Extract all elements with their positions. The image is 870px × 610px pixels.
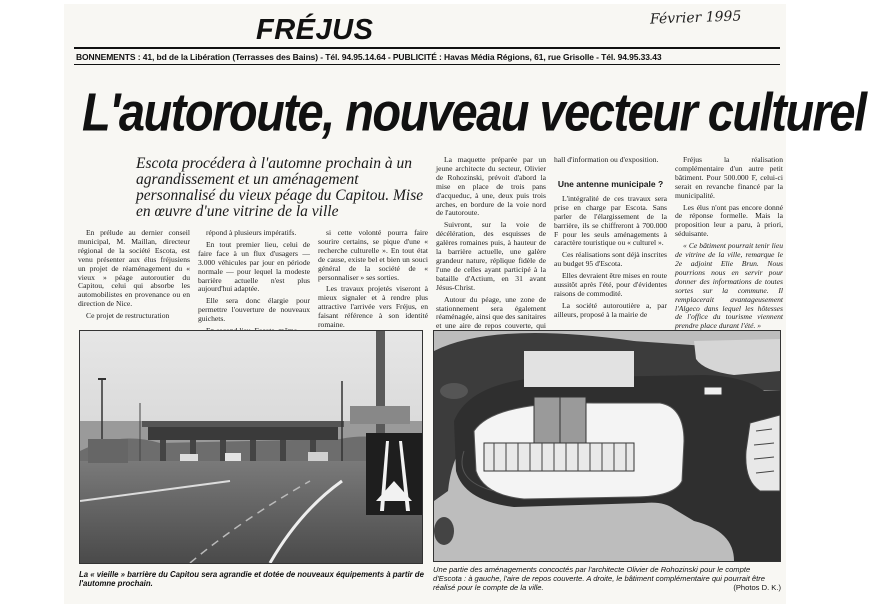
photo-caption-left: La « vieille » barrière du Capitou sera agrandie et dotée de nouveaux équipements à partir de l'automne prochain.	[79, 570, 424, 588]
paragraph: La société autoroutière a, par ailleurs, proposé à la mairie de	[554, 300, 667, 319]
paragraph: En prélude au dernier conseil municipal, M. Maillan, directeur régional de la société Escota, est venu présenter aux élus fréjusiens un projet de réaménagement du « vieux » péage autoroutier du Capitou, celui qui absorbe les automobilistes en provenance ou en direction de Nice.	[78, 228, 190, 309]
photo-caption-right	[433, 565, 781, 592]
paragraph: Les élus n'ont pas encore donné de réponse formelle. Mais la proposition leur a paru, à priori, séduisante.	[675, 202, 783, 239]
architect-model-photo-drawing	[434, 331, 780, 561]
paragraph: hall d'information ou d'exposition.	[554, 155, 659, 164]
paragraph: répond à plusieurs impératifs.	[206, 228, 297, 237]
section-title: FRÉJUS	[256, 14, 374, 46]
caption-text: Une partie des aménagements concoctés par l'architecte Olivier de Rohozinski pour le compte d'Escota : à gauche, l'aire de repos couverte. A droite, le bâtiment complémentaire qui pourrait être réalisé pour le compte de la ville.	[433, 565, 765, 592]
paragraph: Suivront, sur la voie de décélération, des esquisses de galères romaines puis, à hauteur de la barrière actuelle, une galère grandeur nature, réplique fidèle de l'une de celles ayant participé à la bataille d'Actium, en 31 avant Jésus-Christ.	[436, 220, 546, 292]
paragraph: Elles devraient être mises en route aussitôt après l'été, pour d'évidentes raisons de commodité.	[554, 271, 667, 298]
masthead-rule-top	[74, 47, 780, 49]
architect-model-photo	[433, 330, 781, 562]
article-headline: L'autoroute, nouveau vecteur culturel	[82, 81, 866, 143]
pull-quote: « Ce bâtiment pourrait tenir lieu de vitrine de la ville, remarque le 2e adjoint Elie Brun. Nous pourrions nous en servir pour donner des informations de toutes sortes sur la commune. Il remplacerait avantageusement l'Algeco dans lequel les hôtesses de l'office du tourisme viennent prendre place durant l'été. »	[675, 241, 783, 331]
paragraph: Elle sera donc élargie pour permettre l'ouverture de nouveaux guichets.	[198, 296, 310, 324]
paragraph: Autour du péage, une zone de stationnement sera également réaménagée, ainsi que des sanitaires et une aire de repos couverte, qui	[436, 294, 546, 331]
article-column-4	[436, 156, 546, 343]
handwritten-date: Février 1995	[649, 8, 742, 28]
paragraph: si cette volonté pourra faire sourire certains, se pique d'une « recherche culturelle ». En tout état de cause, existe bel et bien un souci général de la société de « personnaliser » ses sorties.	[318, 228, 428, 282]
paragraph: La maquette préparée par un jeune architecte du secteur, Olivier de Rohozinski, prévoit d'abord la mise en place de trois pans d'acqueduc, à une, deux puis trois arches, en bordure de la voie nord de l'autoroute.	[436, 155, 546, 218]
article-deck: Escota procédera à l'automne prochain à un agrandissement et un aménagement personnalisé du vieux péage du Capitou. Mise en œuvre d'une vitrine de la ville	[136, 155, 424, 220]
article-column-5	[554, 156, 667, 323]
paragraph: Ces réalisations sont déjà inscrites au budget 95 d'Escota.	[554, 250, 667, 269]
toll-plaza-photo	[79, 330, 423, 564]
masthead-rule-bottom	[74, 64, 780, 65]
masthead-contact-line: BONNEMENTS : 41, bd de la Libération (Terrasses des Bains) - Tél. 94.95.14.64 - PUBLICITÉ : Havas Média Régions, 61, rue Grisolle - Tél. 94.95.33.43	[76, 52, 662, 62]
article-column-1	[78, 229, 190, 324]
paragraph: Ce projet de restructuration	[86, 311, 170, 321]
paragraph: En tout premier lieu, celui de faire face à un flux d'usagers — 3.000 véhicules par jour en période normale — pour lequel la modeste barrière actuelle n'est plus aujourd'hui adaptée.	[198, 239, 310, 294]
article-subhead: Une antenne municipale ?	[557, 178, 664, 189]
toll-plaza-photo-drawing	[80, 331, 422, 563]
paragraph: Fréjus la réalisation complémentaire d'un autre petit bâtiment. Pour 500.000 F, celui-ci serait en revanche financé par la municipalité.	[675, 155, 783, 200]
article-column-6	[675, 156, 783, 334]
paragraph: Les travaux projetés viseront à mieux signaler et à rendre plus attractive l'arrivée vers Fréjus, en faisant référence à son identité romaine.	[318, 284, 428, 330]
article-column-2	[198, 229, 310, 339]
article-column-3	[318, 229, 428, 333]
photo-credit: (Photos D. K.)	[733, 583, 781, 592]
paragraph: L'intégralité de ces travaux sera prise en charge par Escota. Sans parler de l'élargissement de la barrière, ils se chiffreront à 700.000 F pour les seuls aménagements à caractère touristique ou « culturel ».	[554, 193, 667, 248]
